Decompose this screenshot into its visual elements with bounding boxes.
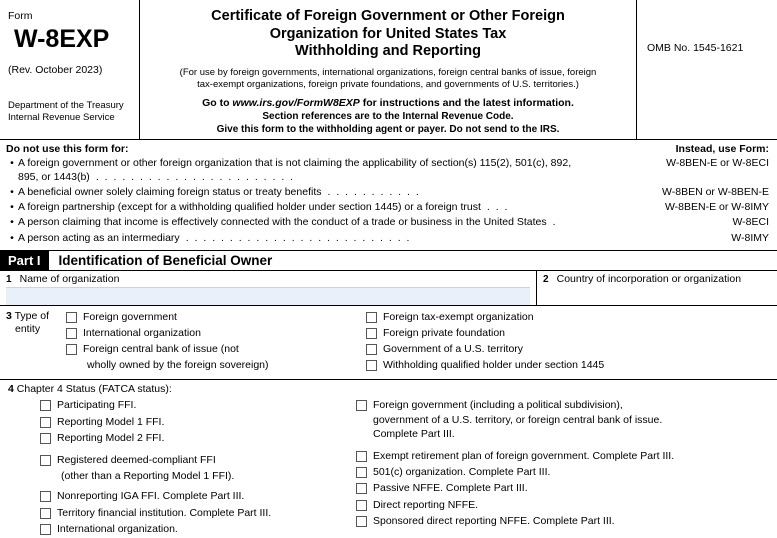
checkbox-row-registered-deemed-compliant-ffi[interactable] bbox=[40, 453, 350, 467]
line-2-number: 2 bbox=[543, 273, 549, 285]
checkbox-label-continuation: wholly owned by the foreign sovereign) bbox=[87, 359, 269, 372]
checkbox-row-foreign-central-bank[interactable] bbox=[66, 342, 366, 356]
checkbox-label: Exempt retirement plan of foreign government. Complete Part III. bbox=[373, 449, 675, 462]
checkbox-row-501c-organization[interactable] bbox=[356, 465, 777, 479]
form-title-line-2: Organization for United States Tax bbox=[269, 25, 507, 42]
do-not-use-text-0: A foreign government or other foreign organization that is not claiming the applicability of section(s) 115(2), 501(c), 892, bbox=[18, 156, 572, 169]
line-1-input[interactable] bbox=[6, 287, 530, 305]
checkbox-row-passive-nffe[interactable] bbox=[356, 481, 777, 495]
give-form-note: Give this form to the withholding agent or payer. Do not send to the IRS. bbox=[216, 123, 560, 135]
checkbox-icon[interactable] bbox=[66, 312, 77, 323]
list-item bbox=[6, 200, 769, 214]
department-line-2: Internal Revenue Service bbox=[8, 111, 115, 123]
bullet-icon: • bbox=[10, 186, 14, 199]
line-2-label: Country of incorporation or organization bbox=[556, 272, 742, 285]
checkbox-label: Withholding qualified holder under section 1445 bbox=[383, 359, 605, 372]
omb-number: OMB No. 1545-1621 bbox=[647, 42, 744, 54]
checkbox-row-withholding-qualified-holder[interactable] bbox=[366, 358, 777, 372]
list-item bbox=[6, 215, 769, 229]
checkbox-icon[interactable] bbox=[356, 400, 367, 411]
form-number: W-8EXP bbox=[14, 25, 110, 53]
checkbox-label-continuation-1: government of a U.S. territory, or foreign central bank of issue. bbox=[373, 413, 663, 426]
do-not-use-text-2: A foreign partnership (except for a withholding qualified holder under section 1445) or a foreign trust bbox=[18, 201, 481, 214]
list-item bbox=[6, 231, 769, 245]
section-reference-note: Section references are to the Internal Revenue Code. bbox=[262, 110, 514, 122]
line-3-label-line-2: entity bbox=[15, 323, 41, 336]
checkbox-label: Reporting Model 1 FFI. bbox=[57, 415, 165, 428]
instead-use-code-0: W-8BEN-E or W-8ECI bbox=[666, 156, 769, 169]
form-subtitle-line-2: tax-exempt organizations, foreign private foundations, and governments of U.S. territories.) bbox=[197, 79, 579, 91]
form-header bbox=[0, 0, 777, 140]
bullet-icon: • bbox=[10, 216, 14, 229]
checkbox-row-exempt-retirement-plan[interactable] bbox=[356, 449, 777, 463]
instead-use-heading: Instead, use Form: bbox=[675, 142, 769, 155]
line-4-section bbox=[0, 380, 777, 537]
checkbox-label: Foreign central bank of issue (not bbox=[83, 343, 239, 356]
line-4-number: 4 bbox=[8, 383, 14, 396]
form-title bbox=[148, 8, 628, 61]
instead-use-code-4: W-8IMY bbox=[731, 231, 769, 244]
department-block bbox=[8, 100, 133, 124]
do-not-use-text-0-cont: 895, or 1443(b) bbox=[18, 170, 90, 183]
checkbox-icon[interactable] bbox=[66, 344, 77, 355]
form-title-line-3: Withholding and Reporting bbox=[295, 43, 481, 60]
list-item bbox=[6, 185, 769, 199]
checkbox-icon[interactable] bbox=[356, 467, 367, 478]
do-not-use-list bbox=[0, 156, 777, 248]
checkbox-label: International organization. bbox=[57, 522, 178, 535]
checkbox-label-continuation: (other than a Reporting Model 1 FFI). bbox=[61, 470, 235, 483]
leader-dots-4: . . . . . . . . . . . . . . . . . . . . . . . . . . bbox=[185, 231, 411, 244]
bullet-icon: • bbox=[10, 156, 14, 169]
checkbox-icon[interactable] bbox=[356, 500, 367, 511]
checkbox-row-reporting-model-1-ffi[interactable] bbox=[40, 415, 350, 429]
checkbox-label-continuation-2: Complete Part III. bbox=[373, 427, 455, 440]
form-word-label: Form bbox=[8, 10, 33, 22]
checkbox-row-sponsored-direct-reporting-nffe[interactable] bbox=[356, 514, 777, 528]
line-3-number: 3 bbox=[6, 309, 12, 322]
checkbox-label: Foreign government (including a political subdivision), bbox=[373, 399, 623, 412]
instead-use-code-3: W-8ECI bbox=[732, 216, 769, 229]
checkbox-row-nonreporting-iga-ffi[interactable] bbox=[40, 489, 350, 503]
do-not-use-heading: Do not use this form for: bbox=[6, 142, 129, 155]
line-3-options-right bbox=[366, 310, 777, 375]
checkbox-icon[interactable] bbox=[356, 483, 367, 494]
line-3-label-block bbox=[0, 310, 66, 375]
line-1-cell bbox=[0, 271, 537, 305]
checkbox-row-government-us-territory[interactable] bbox=[366, 342, 777, 356]
checkbox-label: International organization bbox=[83, 326, 201, 339]
part-1-label: Part I bbox=[0, 251, 49, 270]
form-title-line-1: Certificate of Foreign Government or Other Foreign bbox=[211, 8, 565, 24]
do-not-use-text-1: A beneficial owner solely claiming foreign status or treaty benefits bbox=[18, 186, 322, 199]
checkbox-label: Reporting Model 2 FFI. bbox=[57, 431, 165, 444]
form-subtitle-line-1: (For use by foreign governments, international organizations, foreign central banks of issue, foreign bbox=[179, 67, 597, 79]
header-left bbox=[0, 0, 140, 139]
checkbox-icon[interactable] bbox=[40, 400, 51, 411]
leader-dots-1: . . . . . . . . . . . bbox=[327, 186, 421, 199]
checkbox-row-direct-reporting-nffe[interactable] bbox=[356, 498, 777, 512]
instead-use-code-1: W-8BEN or W-8BEN-E bbox=[662, 186, 769, 199]
header-right bbox=[637, 0, 777, 139]
form-revision-date: (Rev. October 2023) bbox=[8, 64, 103, 76]
instead-use-code-2: W-8BEN-E or W-8IMY bbox=[664, 201, 769, 214]
line-4-heading bbox=[0, 383, 777, 395]
do-not-use-text-3: A person claiming that income is effectively connected with the conduct of a trade or business in the United States bbox=[18, 216, 547, 229]
checkbox-label: Sponsored direct reporting NFFE. Complete Part III. bbox=[373, 514, 615, 527]
checkbox-row-international-organization[interactable] bbox=[66, 326, 366, 340]
checkbox-icon[interactable] bbox=[366, 344, 377, 355]
checkbox-label: Government of a U.S. territory bbox=[383, 343, 524, 356]
irs-url[interactable]: www.irs.gov/FormW8EXP bbox=[232, 96, 360, 109]
line-1-label: Name of organization bbox=[19, 272, 120, 285]
checkbox-icon[interactable] bbox=[356, 451, 367, 462]
form-subtitle bbox=[148, 67, 628, 92]
checkbox-label: Foreign government bbox=[83, 310, 177, 323]
checkbox-icon[interactable] bbox=[40, 417, 51, 428]
leader-dots-2: . . . bbox=[486, 201, 509, 214]
checkbox-icon[interactable] bbox=[40, 524, 51, 535]
checkbox-label: Territory financial institution. Complete Part III. bbox=[57, 506, 272, 519]
checkbox-label: Passive NFFE. Complete Part III. bbox=[373, 482, 528, 495]
header-center bbox=[140, 0, 637, 139]
checkbox-row-foreign-government-fatca[interactable] bbox=[356, 398, 777, 441]
checkbox-icon[interactable] bbox=[366, 328, 377, 339]
checkbox-label: Foreign tax-exempt organization bbox=[383, 310, 534, 323]
checkbox-icon[interactable] bbox=[40, 433, 51, 444]
leader-dots-3: . bbox=[552, 216, 558, 229]
do-not-use-text-4: A person acting as an intermediary bbox=[18, 231, 180, 244]
line-2-input[interactable] bbox=[543, 287, 771, 304]
department-line-1: Department of the Treasury bbox=[8, 100, 124, 111]
line-1-2-row bbox=[0, 271, 777, 306]
line-3-label-line-1: Type of bbox=[14, 309, 50, 322]
checkbox-row-territory-financial-institution[interactable] bbox=[40, 506, 350, 520]
line-4-label: Chapter 4 Status (FATCA status): bbox=[16, 383, 172, 396]
list-item bbox=[6, 156, 769, 184]
goto-suffix: for instructions and the latest information. bbox=[359, 96, 574, 109]
checkbox-icon[interactable] bbox=[40, 491, 51, 502]
line-3-section bbox=[0, 306, 777, 381]
bullet-icon: • bbox=[10, 201, 14, 214]
line-3-options-left bbox=[66, 310, 366, 375]
line-2-cell bbox=[537, 271, 777, 305]
checkbox-icon[interactable] bbox=[40, 455, 51, 466]
bullet-icon: • bbox=[10, 231, 14, 244]
line-4-options-right bbox=[350, 398, 777, 537]
checkbox-row-foreign-government[interactable] bbox=[66, 310, 366, 324]
checkbox-row-foreign-tax-exempt-organization[interactable] bbox=[366, 310, 777, 324]
instructions-link-line bbox=[148, 97, 628, 109]
goto-prefix: Go to bbox=[202, 96, 233, 109]
checkbox-icon[interactable] bbox=[66, 328, 77, 339]
checkbox-label: Participating FFI. bbox=[57, 399, 137, 412]
checkbox-icon[interactable] bbox=[366, 312, 377, 323]
checkbox-label: Nonreporting IGA FFI. Complete Part III. bbox=[57, 490, 245, 503]
checkbox-label: Direct reporting NFFE. bbox=[373, 498, 479, 511]
do-not-use-heading-row bbox=[0, 140, 777, 156]
checkbox-label: 501(c) organization. Complete Part III. bbox=[373, 466, 551, 479]
checkbox-icon[interactable] bbox=[40, 508, 51, 519]
line-4-options-left bbox=[0, 398, 350, 537]
checkbox-row-international-organization-fatca[interactable] bbox=[40, 522, 350, 536]
leader-dots-0: . . . . . . . . . . . . . . . . . . . . . . . bbox=[95, 170, 295, 183]
checkbox-row-foreign-private-foundation[interactable] bbox=[366, 326, 777, 340]
line-1-number: 1 bbox=[6, 273, 12, 285]
checkbox-row-reporting-model-2-ffi[interactable] bbox=[40, 431, 350, 445]
checkbox-icon[interactable] bbox=[366, 360, 377, 371]
checkbox-label: Registered deemed-compliant FFI bbox=[57, 453, 216, 466]
part-1-bar bbox=[0, 250, 777, 271]
checkbox-label: Foreign private foundation bbox=[383, 326, 505, 339]
part-1-title: Identification of Beneficial Owner bbox=[58, 252, 273, 268]
checkbox-row-participating-ffi[interactable] bbox=[40, 398, 350, 412]
checkbox-icon[interactable] bbox=[356, 516, 367, 527]
